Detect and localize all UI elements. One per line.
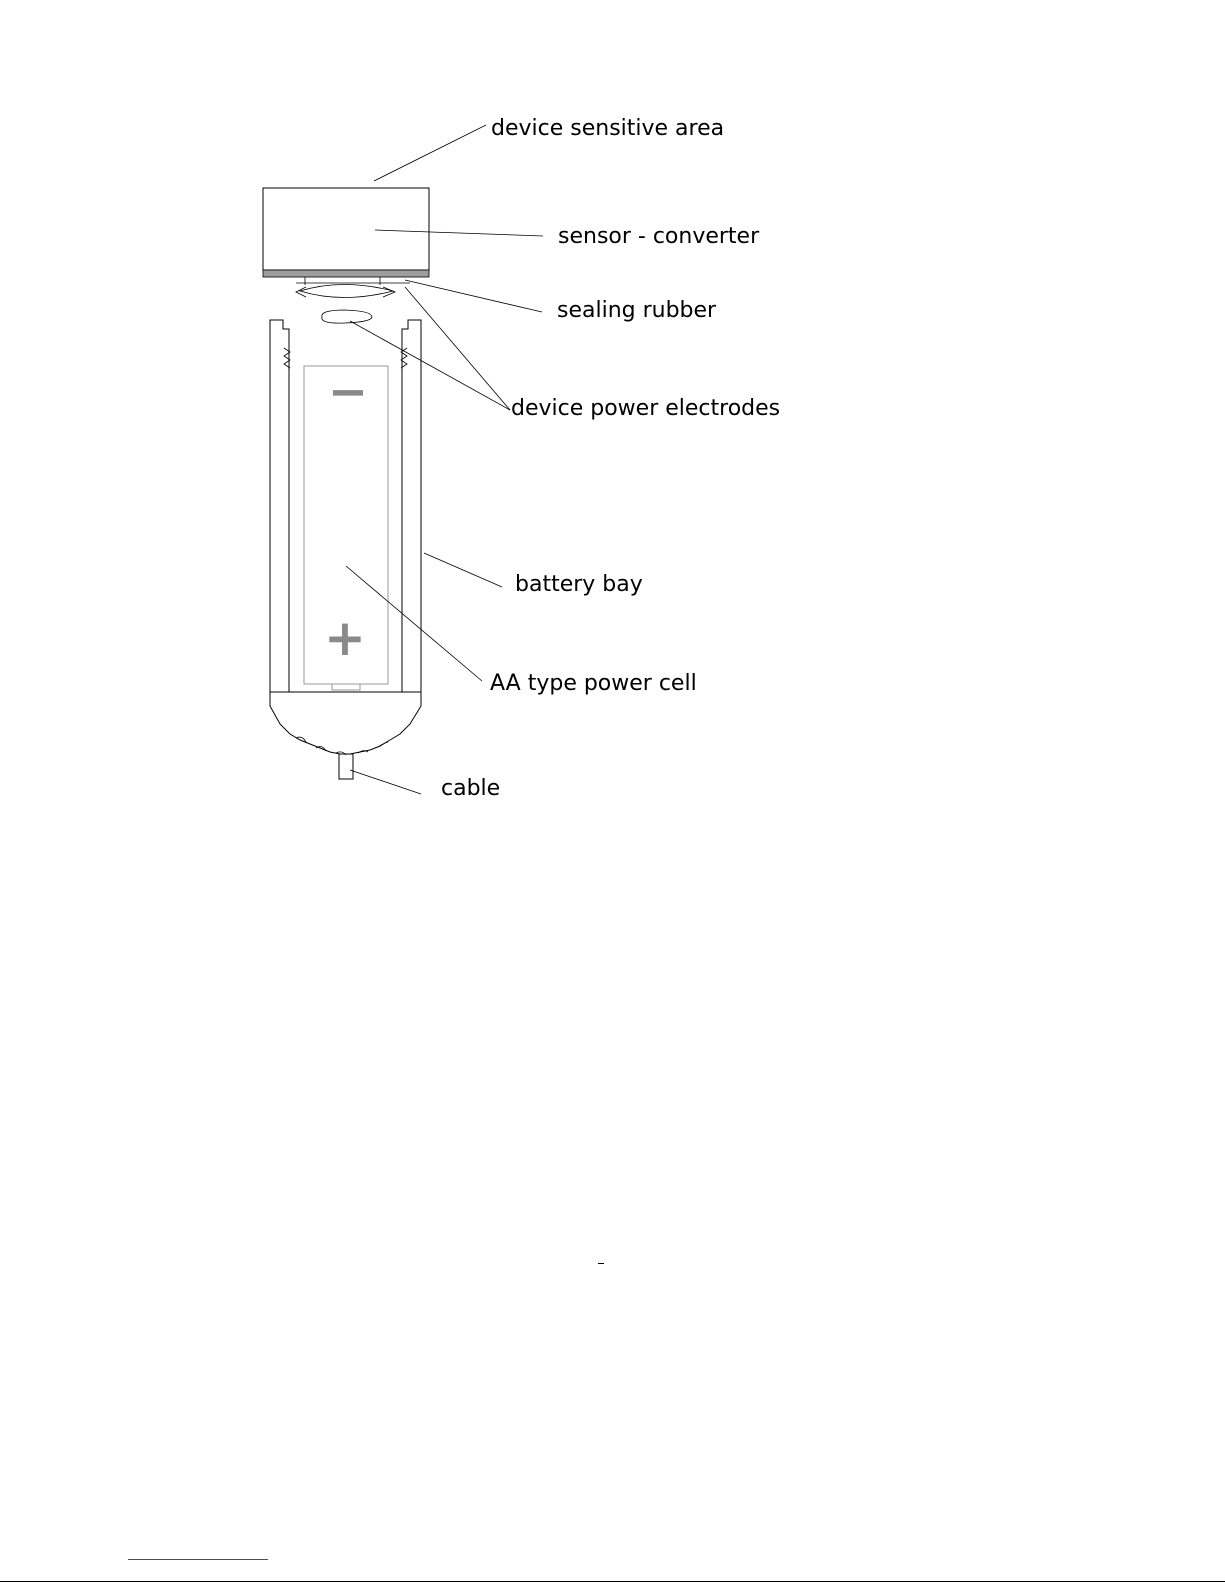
label-device-sensitive-area: device sensitive area [491, 116, 725, 141]
leader-sensitive-area [374, 125, 486, 181]
stray-mark [598, 1263, 604, 1264]
leader-battery-bay [424, 553, 502, 587]
leader-power-cell [346, 566, 482, 681]
positive-terminal-symbol: + [324, 609, 366, 667]
page-bottom-rule [0, 1581, 1225, 1582]
label-battery-bay: battery bay [515, 572, 643, 597]
label-aa-power-cell: AA type power cell [490, 671, 697, 696]
sealing-rubber-strip [263, 270, 429, 277]
cable [339, 754, 353, 779]
leader-cable [350, 770, 421, 794]
bottom-cap [270, 692, 421, 755]
label-sensor-converter: sensor - converter [558, 224, 760, 249]
sensor-converter-block [263, 188, 429, 277]
negative-terminal-symbol: − [327, 364, 369, 420]
leader-sealing-rubber [405, 280, 542, 312]
label-cable: cable [441, 776, 501, 801]
footnote-separator [128, 1559, 268, 1560]
label-device-power-electrodes: device power electrodes [511, 396, 781, 421]
label-sealing-rubber: sealing rubber [557, 298, 717, 323]
cell-top-electrode-spring [322, 310, 372, 323]
top-electrode-spring [296, 277, 410, 298]
aa-power-cell [304, 364, 388, 690]
leader-sensor-converter [375, 230, 543, 236]
